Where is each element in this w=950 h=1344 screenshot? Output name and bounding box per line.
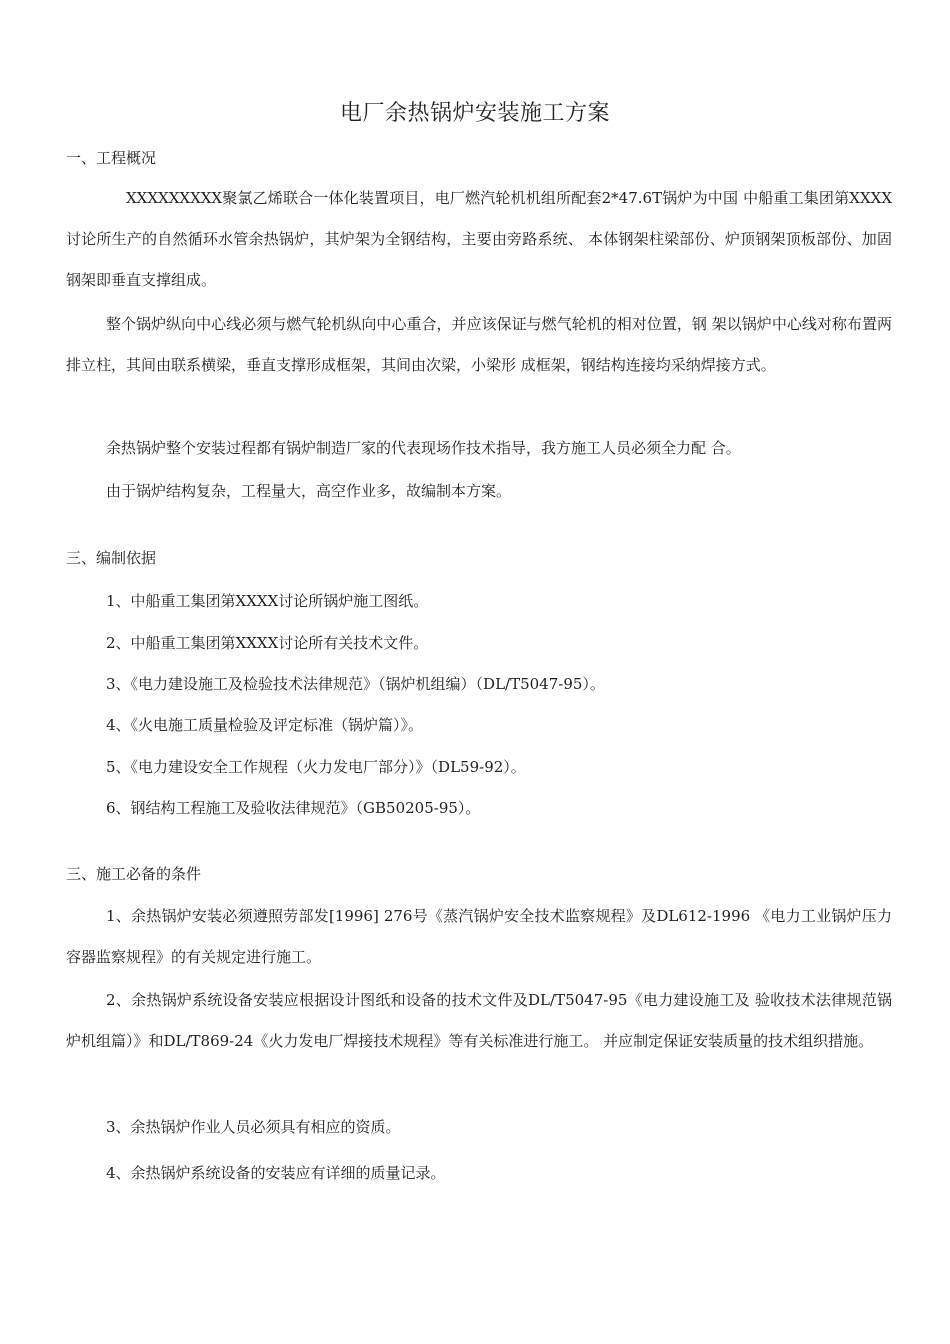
basis-item-3: 3、《电力建设施工及检验技术法律规范》（锅炉机组编）（DL/T5047-95）。 [106,675,605,693]
basis-item-4: 4、《火电施工质量检验及评定标准（锅炉篇）》。 [106,716,424,734]
section-heading-basis: 三、编制依据 [66,549,157,567]
overview-paragraph-2: 整个锅炉纵向中心线必须与燃气轮机纵向中心重合，并应该保证与燃气轮机的相对位置，钢 架以锅炉中心线对称布置两排立柱，其间由联系横梁，垂直支撑形成框架，其间由次梁，小梁形 成框架，钢结构连接均采纳焊接方式。 [66,315,892,374]
section-heading-conditions: 三、施工必备的条件 [66,865,202,883]
conditions-item-3: 3、余热锅炉作业人员必须具有相应的资质。 [106,1118,401,1136]
document-title: 电厂余热锅炉安装施工方案 [339,101,610,126]
conditions-paragraph-1: 1、余热锅炉安装必须遵照劳部发[1996] 276号《蒸汽锅炉安全技术监察规程》及DL612-1996 《电力工业锅炉压力容器监察规程》的有关规定进行施工。 [66,907,892,966]
basis-item-2: 2、中船重工集团第XXXX讨论所有关技术文件。 [106,634,429,652]
section-heading-overview: 一、工程概况 [66,149,157,167]
overview-paragraph-1: XXXXXXXXX聚氯乙烯联合一体化装置项目，电厂燃汽轮机机组所配套2*47.6T锅炉为中国 中船重工集团第XXXX讨论所生产的自然循环水管余热锅炉，其炉架为全钢结构，主要由旁路系统、 本体钢架柱梁部份、炉顶钢架顶板部份、加固钢架即垂直支撑组成。 [66,189,892,289]
overview-paragraph-4: 由于锅炉结构复杂，工程量大，高空作业多，故编制本方案。 [106,482,512,500]
basis-item-6: 6、钢结构工程施工及验收法律规范》（GB50205-95）。 [106,799,481,817]
overview-paragraph-3: 余热锅炉整个安装过程都有锅炉制造厂家的代表现场作技术指导，我方施工人员必须全力配 合。 [106,439,741,457]
conditions-paragraph-2: 2、余热锅炉系统设备安装应根据设计图纸和设备的技术文件及DL/T5047-95《电力建设施工及 验收技术法律规范锅炉机组篇）》和DL/T869-24《火力发电厂焊接技术规程》等有关标准进行施工。 并应制定保证安装质量的技术组织措施。 [66,991,892,1050]
basis-item-5: 5、《电力建设安全工作规程（火力发电厂部分）》（DL59-92）。 [106,758,526,776]
basis-item-1: 1、中船重工集团第XXXX讨论所锅炉施工图纸。 [106,592,429,610]
conditions-item-4: 4、余热锅炉系统设备的安装应有详细的质量记录。 [106,1164,446,1182]
